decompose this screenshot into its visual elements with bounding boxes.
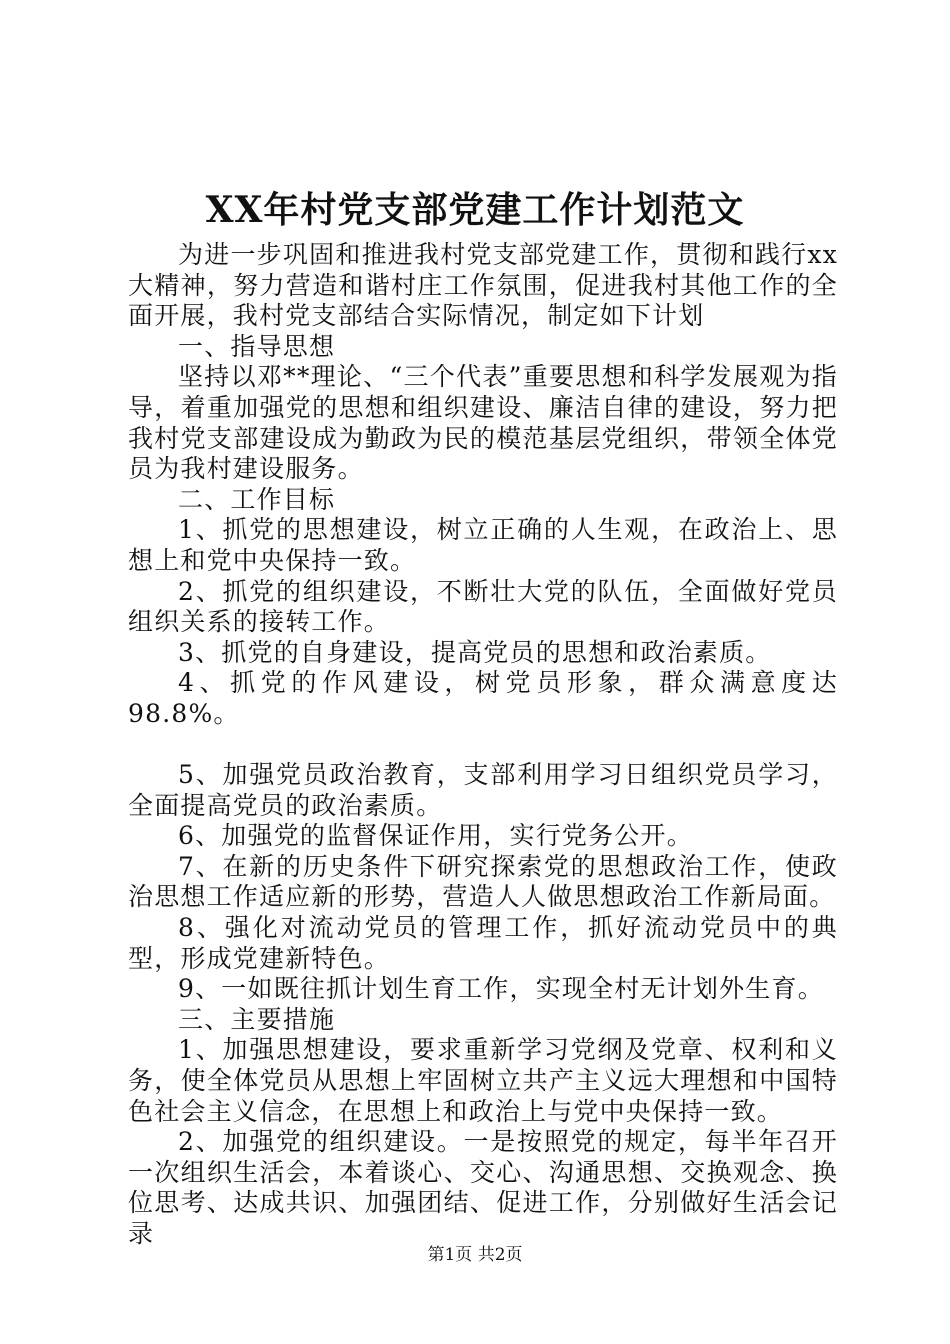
measure-item-2: 2、加强党的组织建设。一是按照党的规定，每半年召开一次组织生活会，本着谈心、交心、沟通思想、交换观念、换位思考、达成共识、加强团结、促进工作，分别做好生活会记录 xyxy=(128,1127,838,1248)
document-title: XX年村党支部党建工作计划范文 xyxy=(205,189,745,231)
goal-item-7: 7、在新的历史条件下研究探索党的思想政治工作，使政治思想工作适应新的形势，营造人人做思想政治工作新局面。 xyxy=(128,851,838,912)
goal-item-4: 4、抓党的作风建设，树党员形象，群众满意度达98.8%。 xyxy=(128,668,838,728)
section-heading-work-goals: 二、工作目标 xyxy=(178,484,336,514)
guiding-ideology-paragraph: 坚持以邓**理论、“三个代表”重要思想和科学发展观为指导，着重加强党的思想和组织建设、廉洁自律的建设，努力把我村党支部建设成为勤政为民的模范基层党组织，带领全体党员为我村建设服务。 xyxy=(128,362,838,484)
page-footer: 第1页 共2页 xyxy=(427,1245,523,1265)
measure-item-1: 1、加强思想建设，要求重新学习党纲及党章、权利和义务，使全体党员从思想上牢固树立共产主义远大理想和中国特色社会主义信念，在思想上和政治上与党中央保持一致。 xyxy=(128,1035,838,1126)
document-body xyxy=(128,240,838,1250)
section-heading-main-measures: 三、主要措施 xyxy=(178,1004,336,1034)
goal-item-2: 2、抓党的组织建设，不断壮大党的队伍，全面做好党员组织关系的接转工作。 xyxy=(128,576,838,637)
goal-item-1: 1、抓党的思想建设，树立正确的人生观，在政治上、思想上和党中央保持一致。 xyxy=(128,515,838,575)
goal-item-8: 8、强化对流动党员的管理工作，抓好流动党员中的典型，形成党建新特色。 xyxy=(128,913,838,973)
section-heading-guiding-ideology: 一、指导思想 xyxy=(178,331,336,361)
intro-paragraph: 为进一步巩固和推进我村党支部党建工作，贯彻和践行xx大精神，努力营造和谐村庄工作氛围，促进我村其他工作的全面开展，我村党支部结合实际情况，制定如下计划 xyxy=(128,240,838,331)
goal-item-5: 5、加强党员政治教育，支部利用学习日组织党员学习，全面提高党员的政治素质。 xyxy=(128,760,838,820)
goal-item-9: 9、一如既往抓计划生育工作，实现全村无计划外生育。 xyxy=(178,974,824,1004)
goal-item-6: 6、加强党的监督保证作用，实行党务公开。 xyxy=(178,821,693,851)
goal-item-3: 3、抓党的自身建设，提高党员的思想和政治素质。 xyxy=(178,637,772,667)
